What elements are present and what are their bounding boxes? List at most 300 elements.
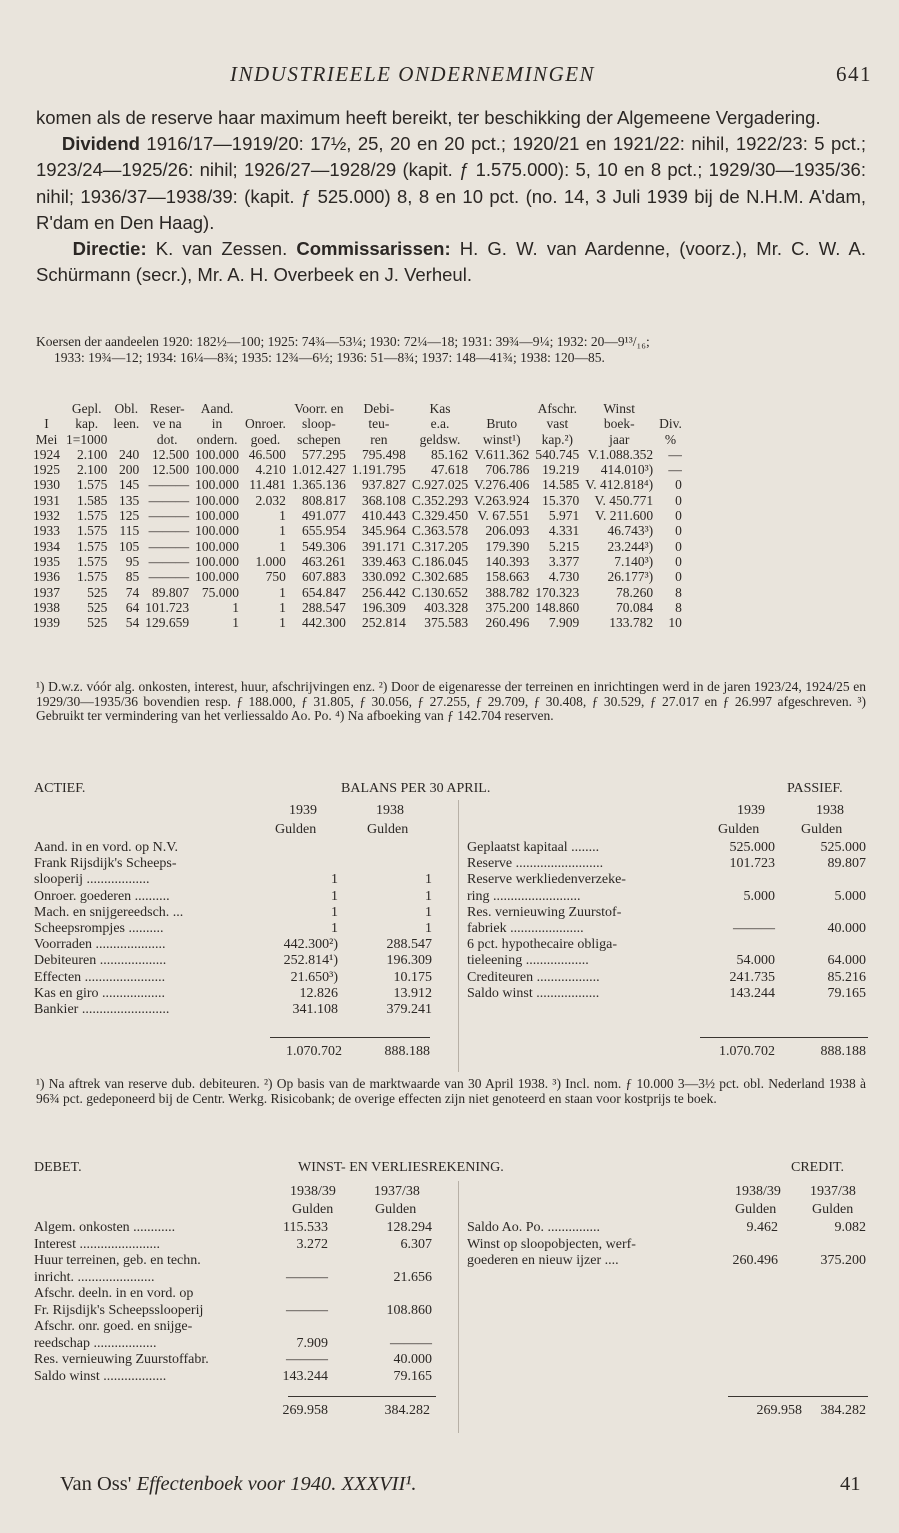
history-cell: 0 [675,523,682,539]
actief-row-label: Frank Rijsdijk's Scheeps- [34,856,177,872]
history-cell: 1.575 [77,553,108,569]
debet-total-b: 384.282 [384,1403,430,1418]
history-cell: 375.583 [424,615,469,631]
history-cell: 1.575 [77,523,108,539]
credit-row-value-a: 260.496 [732,1253,778,1268]
history-header-cell: Div. [659,416,682,432]
history-cell: 368.108 [362,492,406,508]
history-row [30,554,685,569]
history-header-row [30,416,685,431]
actief-total-b: 888.188 [384,1044,430,1059]
dividend-label: Dividend [61,133,140,155]
debet-row-value-b: 6.307 [400,1236,432,1252]
history-cell: 330.092 [362,569,406,585]
pl-year-b-right: 1937/38 [810,1184,856,1199]
credit-title: CREDIT. [791,1160,845,1175]
history-cell: 410.443 [362,508,406,524]
pl-unit-a-left: Gulden [292,1202,334,1217]
credit-row-label: Winst op sloopobjecten, werf- [467,1236,636,1252]
history-cell: 4.210 [255,462,286,478]
passief-row-label: fabriek ..................... [467,921,584,936]
history-cell: 1.575 [77,569,108,585]
history-header-cell: e.a. [430,416,450,432]
history-cell: 706.786 [485,462,530,478]
debet-row-value-b: 21.656 [393,1269,432,1285]
history-cell: 11.481 [249,477,286,493]
history-cell: ——— [148,492,190,508]
balance-notes: ¹) Na aftrek van reserve dub. debiteuren. ²) Op basis van de marktwaarde van 30 April 1938. ³) Incl. nom. ƒ 10.000 3—3½ pct. obl. Nederland 1938 à 96¾ pct. gedeponeerd bij de Centr. Werkg. Risicobank; de overige effecten zijn niet genoteerd en staan voor kostprijs te boek. [36,1076,866,1106]
passief-row-value-b: 40.000 [827,921,866,936]
intro-text [36,105,866,288]
balance-sheet [0,782,899,1082]
pl-unit-a-right: Gulden [735,1202,777,1217]
history-cell: ——— [148,508,190,524]
history-cell: — [668,462,682,478]
pl-year-b-left: 1937/38 [374,1184,420,1199]
history-header-cell: dot. [156,431,178,447]
debet-row-label: Afschr. deeln. in en vord. op [34,1286,194,1301]
directie-label: Directie: [72,238,147,260]
history-notes: ¹) D.w.z. vóór alg. onkosten, interest, huur, afschrijvingen enz. ²) Door de eigenaresse der terreinen en inrichtingen werd in de jaren 1923/24, 1924/25 en 1929/30—1935/36 bovendien resp. ƒ 188.000, ƒ 31.805, ƒ 30.056, ƒ 27.255, ƒ 29.709, ƒ 30.408, ƒ 30.529, ƒ 27.017 en ƒ 26.997 afgeschreven. ³) Gebruikt ter vermindering van het verliessaldo Ao. Po. ⁴) Na afboeking van ƒ 142.704 reserven. [36,679,866,724]
history-cell: ——— [148,523,190,539]
history-header-cell: sloop- [302,416,336,432]
commissarissen-label: Commissarissen: [296,238,451,260]
debet-row-label: reedschap .................. [34,1335,157,1351]
actief-row-value-a: 21.650³) [290,969,338,985]
balance-title: BALANS PER 30 APRIL. [341,781,491,796]
history-header-cell: % [664,431,677,447]
history-cell: 252.814 [362,615,406,631]
history-header-cell: Voorr. en [294,401,344,416]
passief-row-value-b: 5.000 [834,888,866,904]
history-header-cell [242,401,289,416]
debet-total-a: 269.958 [282,1403,328,1418]
history-cell: 260.496 [485,615,530,631]
column-divider [458,800,459,1072]
history-header-cell [110,432,142,447]
history-cell: 100.000 [195,569,239,585]
pl-unit-b-right: Gulden [812,1202,854,1217]
history-header-cell: ondern. [196,431,238,447]
history-header-cell: jaar [609,431,630,447]
history-cell: 0 [675,477,682,493]
history-cell: 0 [675,538,682,554]
actief-total-a: 1.070.702 [286,1044,342,1059]
history-cell: 8 [675,584,682,600]
actief-row-label: Scheepsrompjes .......... [34,921,164,936]
unit-b-right: Gulden [801,822,843,837]
history-cell: 12.500 [152,462,190,478]
history-row [30,508,685,523]
history-cell: 1.575 [77,477,108,493]
history-cell: 339.463 [362,553,406,569]
actief-row-value-b: 13.912 [393,985,432,1001]
history-cell: 1932 [33,508,60,524]
history-row [30,493,685,508]
history-cell: 46.743³) [607,523,654,539]
history-cell: 14.585 [542,477,580,493]
actief-row-value-a: 1 [331,872,338,888]
commissarissen-text: H. G. W. van Aardenne, (voorz.), Mr. C. W. A. Schürmann (secr.), Mr. A. H. Overbeek en J. Verheul. [36,238,866,286]
history-cell: 74 [125,584,140,600]
history-cell: ——— [148,538,190,554]
actief-row-label: Effecten ....................... [34,969,166,985]
history-header-cell: Reser- [149,401,185,416]
directie-text: K. van Zessen. [146,238,297,260]
history-cell: 1.012.427 [291,462,346,478]
history-header-cell: Kas [429,401,451,416]
history-cell: 64 [125,599,140,615]
pl-year-a-right: 1938/39 [735,1184,781,1199]
actief-row-label: Onroer. goederen .......... [34,888,170,904]
actief-row-value-a: 252.814¹) [283,953,338,969]
unit-a-right: Gulden [718,822,760,837]
history-cell: 179.390 [485,538,530,554]
history-cell: 100.000 [195,492,239,508]
actief-row-value-a: 442.300²) [283,937,338,953]
credit-row-label: Saldo Ao. Po. ............... [467,1220,601,1235]
actief-row-value-a: 1 [331,888,338,904]
debet-row-value-a: 3.272 [296,1236,328,1252]
history-cell: 26.177³) [607,569,654,585]
passief-row-value-a: 54.000 [736,953,775,969]
history-cell: 463.261 [302,553,346,569]
history-cell: 206.093 [485,523,530,539]
history-cell: 1.365.136 [291,477,346,493]
debet-row-value-b: 108.860 [386,1302,432,1318]
history-cell: 1 [279,599,286,615]
history-cell: 8 [675,599,682,615]
history-row [30,447,685,462]
history-cell: — [668,446,682,462]
history-cell: 100.000 [195,523,239,539]
actief-row-value-a: 341.108 [292,1002,338,1017]
history-cell: 85.162 [431,446,469,462]
history-cell: C.317.205 [411,538,469,554]
debet-row-value-a: 7.909 [296,1335,328,1351]
passief-row-value-a: 5.000 [743,888,775,904]
history-cell: 5.971 [548,508,580,524]
history-cell: 525 [87,599,108,615]
history-cell: 240 [119,446,140,462]
passief-row-label: 6 pct. hypothecaire obliga- [467,937,618,953]
passief-row-label: Reserve werkliedenverzeke- [467,872,626,888]
history-cell: V.276.406 [474,477,530,493]
actief-row-value-a: 1 [331,904,338,920]
history-cell: 0 [675,508,682,524]
history-cell: 525 [87,584,108,600]
history-cell: C.302.685 [411,569,469,585]
history-cell: 19.219 [542,462,580,478]
history-cell: 0 [675,553,682,569]
history-cell: C.130.652 [411,584,469,600]
history-header-cell: geldsw. [419,431,461,447]
history-cell: 100.000 [195,462,239,478]
footer-page-number: 41 [840,1473,861,1495]
history-cell: 540.745 [535,446,580,462]
history-cell: 388.782 [485,584,530,600]
history-cell: 85 [125,569,140,585]
history-cell: V. 211.600 [594,508,654,524]
passief-row-value-b: 64.000 [827,953,866,969]
history-cell: 196.309 [362,599,406,615]
pl-total-rule-right [728,1396,868,1397]
history-cell: 70.084 [616,599,654,615]
debet-row-label: Saldo winst .................. [34,1368,167,1384]
debet-row-value-b: ——— [390,1335,432,1351]
history-cell: 2.032 [255,492,286,508]
passief-row-value-b: 89.807 [827,856,866,872]
history-cell: 655.954 [302,523,346,539]
history-header-cell: ve na [152,416,182,432]
history-cell: 100.000 [195,446,239,462]
history-cell: 46.500 [248,446,286,462]
history-header-cell: in [211,416,223,432]
history-cell: 0 [675,569,682,585]
debet-row-label: Algem. onkosten ............ [34,1220,176,1235]
history-cell: 525 [87,615,108,631]
passief-row-label: Res. vernieuwing Zuurstof- [467,904,622,920]
unit-b-left: Gulden [367,822,409,837]
history-header-cell: Bruto [486,416,518,432]
debet-row-label: Afschr. onr. goed. en snijge- [34,1319,193,1334]
history-cell: 442.300 [302,615,346,631]
history-cell: 140.393 [485,553,530,569]
history-cell: C.186.045 [411,553,469,569]
history-cell: 15.370 [542,492,580,508]
passief-total-b: 888.188 [820,1044,866,1059]
history-cell: 23.244³) [607,538,654,554]
passief-row-value-b: 79.165 [827,985,866,1001]
history-cell: 577.295 [302,446,346,462]
history-cell: 7.140³) [614,553,654,569]
unit-a-left: Gulden [275,822,317,837]
history-cell: C.363.578 [411,523,469,539]
actief-row-value-a: 1 [331,921,338,936]
history-cell: 170.323 [535,584,580,600]
history-row [30,569,685,584]
share-prices [36,334,866,366]
history-header-cell: Gepl. [71,401,102,416]
total-rule-right [700,1037,868,1038]
passief-title: PASSIEF. [787,781,843,796]
history-cell: C.352.293 [411,492,469,508]
history-header-cell: teu- [368,416,390,432]
debet-row-value-a: ——— [286,1302,328,1318]
history-cell: 89.807 [152,584,190,600]
credit-total-b: 384.282 [820,1403,866,1418]
history-cell: 1937 [33,584,60,600]
footer-prefix: Van Oss' [60,1473,137,1495]
history-cell: 54 [125,615,140,631]
history-cell: V.611.362 [474,446,530,462]
history-cell: 2.100 [77,446,108,462]
history-cell: 1 [279,508,286,524]
passief-row-value-b: 525.000 [820,840,866,855]
history-cell: 549.306 [302,538,346,554]
history-header-cell: Winst [603,401,636,416]
year-a-right: 1939 [737,803,765,818]
debet-row-value-b: 40.000 [393,1352,432,1367]
debet-row-label: Interest ....................... [34,1236,160,1252]
history-cell: 100.000 [195,553,239,569]
history-cell: ——— [148,553,190,569]
debet-row-label: Fr. Rijsdijk's Scheepsslooperij [34,1302,204,1318]
debet-row-value-a: 115.533 [283,1220,328,1235]
header-page-number: 641 [836,62,872,86]
history-cell: 414.010³) [600,462,654,478]
history-cell: 1 [232,599,239,615]
dividend-paragraph [36,131,866,236]
passief-row-label: Crediteuren .................. [467,969,600,985]
pl-year-a-left: 1938/39 [290,1184,336,1199]
history-row [30,523,685,538]
history-header-cell: Afschr. [537,401,578,416]
history-header-cell: schepen [297,431,341,447]
history-cell: ——— [148,569,190,585]
history-cell: 1.585 [77,492,108,508]
actief-row-value-b: 1 [425,921,432,936]
history-header-cell: vast [546,416,569,432]
history-cell: 345.964 [362,523,406,539]
total-rule-left [270,1037,430,1038]
history-cell: 133.782 [609,615,654,631]
actief-row-label: Aand. in en vord. op N.V. [34,840,179,855]
pl-total-rule-left [288,1396,436,1397]
history-cell: 1930 [33,477,60,493]
history-header-cell: Aand. [200,401,234,416]
passief-row-label: Saldo winst .................. [467,985,600,1001]
history-cell: 1931 [33,492,60,508]
credit-row-value-b: 375.200 [820,1253,866,1268]
actief-row-value-b: 288.547 [386,937,432,953]
actief-row-value-b: 196.309 [386,953,432,969]
history-row [30,600,685,615]
history-cell: 145 [119,477,140,493]
history-cell: 808.817 [302,492,346,508]
history-header-cell: Debi- [363,401,395,416]
history-cell: C.927.025 [411,477,469,493]
share-prices-line-2: 1933: 19¾—12; 1934: 16¼—8¾; 1935: 12¾—6½; 1936: 51—8¾; 1937: 148—41¾; 1938: 120—85. [54,350,605,365]
history-cell: 1924 [33,446,60,462]
debet-row-value-b: 128.294 [386,1220,432,1235]
history-cell: 1939 [33,615,60,631]
history-cell: V. 450.771 [594,492,654,508]
history-cell: 1.575 [77,538,108,554]
history-cell: 375.200 [485,599,530,615]
year-b-right: 1938 [816,803,844,818]
actief-row-label: Voorraden .................... [34,937,166,953]
history-cell: 795.498 [362,446,406,462]
history-row [30,462,685,477]
footer-text [60,1473,417,1496]
actief-title: ACTIEF. [34,781,86,796]
history-cell: 1.000 [255,553,286,569]
passief-row-label: Geplaatst kapitaal ........ [467,840,600,855]
history-cell: V. 67.551 [477,508,530,524]
history-cell: 391.171 [362,538,406,554]
history-cell: 288.547 [302,599,346,615]
passief-row-value-a: ——— [733,921,775,936]
actief-row-value-b: 1 [425,888,432,904]
passief-row-label: ring ......................... [467,888,581,904]
history-cell: 3.377 [548,553,580,569]
profit-loss [0,1161,899,1441]
history-header-cell: Onroer. [245,416,286,432]
history-cell: 100.000 [195,538,239,554]
history-cell: 1936 [33,569,60,585]
passief-row-value-a: 143.244 [729,985,775,1001]
history-header-row [30,401,685,416]
history-cell: 0 [675,492,682,508]
history-cell: 100.000 [195,508,239,524]
history-header-cell: goed. [250,431,281,447]
history-header-cell: leen. [113,416,140,432]
history-cell: 1 [279,523,286,539]
history-header-cell: ren [370,431,388,447]
actief-row-value-b: 1 [425,872,432,888]
history-cell: 75.000 [201,584,239,600]
history-cell: V.1.088.352 [587,446,654,462]
intro-line: komen als de reserve haar maximum heeft bereikt, ter beschikking der Algemeene Vergadering. [36,107,821,128]
actief-row-value-b: 10.175 [393,969,432,985]
pl-column-divider [458,1181,459,1433]
history-cell: 1935 [33,553,60,569]
year-a-left: 1939 [289,803,317,818]
history-header-cell: kap.²) [541,431,574,447]
pl-title: WINST- EN VERLIESREKENING. [298,1160,504,1175]
history-cell: 1 [279,538,286,554]
actief-row-label: slooperij .................. [34,872,150,888]
pl-unit-b-left: Gulden [375,1202,417,1217]
history-cell: 125 [119,508,140,524]
passief-row-value-a: 525.000 [729,840,775,855]
history-cell: 78.260 [616,584,654,600]
year-b-left: 1938 [376,803,404,818]
debet-row-label: inricht. ...................... [34,1269,155,1285]
credit-row-label: goederen en nieuw ijzer .... [467,1253,619,1268]
history-cell: 4.331 [548,523,580,539]
history-cell: 105 [119,538,140,554]
actief-row-value-b: 379.241 [386,1002,432,1017]
history-row [30,585,685,600]
history-row [30,539,685,554]
history-row [30,615,685,630]
history-cell: 1933 [33,523,60,539]
actief-row-value-a: 12.826 [299,985,338,1001]
history-cell: 47.618 [431,462,469,478]
history-cell: 10 [668,615,682,631]
dividend-text: 1916/17—1919/20: 17½, 25, 20 en 20 pct.; 1920/21 en 1921/22: nihil, 1922/23: 5 pct.; 1923/24—1925/26: nihil; 1926/27—1928/29 (kapit. ƒ 1.575.000): 5, 10 en 8 pct.; 1929/30—1935/36: nihil; 1936/37—1938/39: (kapit. ƒ 525.000) 8, 8 en 10 pct. (no. 14, 3 Juli 1939 bij de N.H.M. A'dam, R'dam en Den Haag). [36,133,867,233]
history-cell: 148.860 [535,599,580,615]
history-cell: 100.000 [195,477,239,493]
history-cell: 654.847 [302,584,346,600]
actief-row-label: Mach. en snijgereedsch. ... [34,904,184,920]
passief-row-value-b: 85.216 [827,969,866,985]
history-cell: V. 412.818⁴) [585,477,654,493]
history-cell: 12.500 [152,446,190,462]
passief-row-value-a: 241.735 [729,969,775,985]
debet-row-value-a: ——— [286,1269,328,1285]
history-header-cell: I [44,416,49,432]
history-cell: 256.442 [362,584,406,600]
debet-row-label: Huur terreinen, geb. en techn. [34,1253,201,1268]
history-cell: 95 [125,553,140,569]
passief-total-a: 1.070.702 [719,1044,775,1059]
footer-title: Effectenboek voor 1940. XXXVII¹. [136,1473,417,1495]
history-cell: 1934 [33,538,60,554]
history-cell: 129.659 [145,615,190,631]
